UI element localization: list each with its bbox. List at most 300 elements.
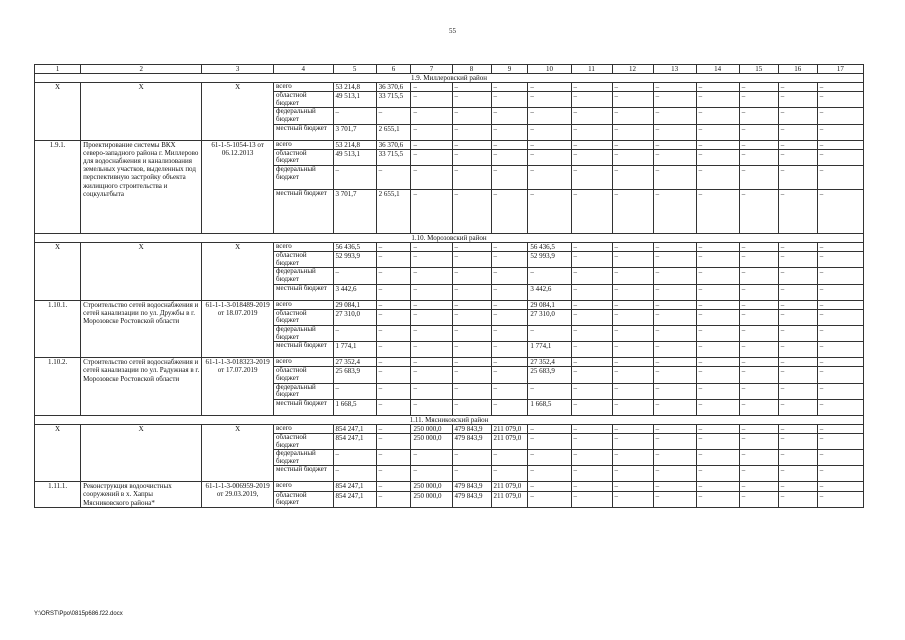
amount-cell: – — [571, 342, 612, 358]
amount-cell: – — [491, 325, 528, 341]
amount-cell: – — [411, 124, 452, 140]
amount-cell: – — [778, 309, 817, 325]
amount-cell: – — [411, 92, 452, 108]
amount-cell: – — [452, 165, 491, 189]
amount-cell: – — [411, 268, 452, 284]
amount-cell: – — [333, 108, 376, 124]
amount-cell: – — [653, 108, 696, 124]
summary-name: Х — [81, 242, 202, 300]
amount-cell: – — [411, 450, 452, 466]
amount-cell: – — [696, 424, 739, 433]
column-number: 15 — [739, 65, 778, 74]
amount-cell: – — [452, 252, 491, 268]
amount-cell: – — [739, 491, 778, 507]
amount-cell: – — [817, 367, 863, 383]
amount-cell: – — [452, 358, 491, 367]
amount-cell: – — [452, 268, 491, 284]
amount-cell: 56 436,5 — [333, 242, 376, 251]
amount-cell: – — [653, 482, 696, 491]
amount-cell: – — [653, 367, 696, 383]
amount-cell: – — [528, 466, 571, 482]
amount-cell: – — [411, 108, 452, 124]
amount-cell: – — [491, 108, 528, 124]
amount-cell: – — [376, 242, 411, 251]
amount-cell: – — [778, 450, 817, 466]
amount-cell: 49 513,1 — [333, 92, 376, 108]
amount-cell: – — [696, 92, 739, 108]
item-document: 61-1-1-3-006959-2019 от 29.03.2019, — [202, 482, 274, 508]
item-number: 1.9.1. — [35, 140, 81, 233]
amount-cell: – — [452, 383, 491, 399]
amount-cell: – — [817, 252, 863, 268]
district-title: 1.9. Миллеровский район — [35, 74, 864, 83]
amount-cell: – — [571, 124, 612, 140]
amount-cell: – — [452, 450, 491, 466]
amount-cell: – — [739, 165, 778, 189]
table-row — [35, 140, 864, 149]
funding-source: федеральный бюджет — [274, 108, 334, 124]
funding-source: областной бюджет — [274, 149, 334, 165]
amount-cell: – — [778, 124, 817, 140]
amount-cell: – — [612, 482, 653, 491]
amount-cell: 25 683,9 — [528, 367, 571, 383]
amount-cell: – — [653, 252, 696, 268]
amount-cell: – — [696, 466, 739, 482]
amount-cell: – — [491, 92, 528, 108]
amount-cell: – — [376, 482, 411, 491]
amount-cell: – — [696, 83, 739, 92]
amount-cell: – — [452, 342, 491, 358]
amount-cell: – — [411, 252, 452, 268]
amount-cell: – — [571, 309, 612, 325]
amount-cell: – — [376, 342, 411, 358]
amount-cell: – — [376, 383, 411, 399]
amount-cell: 1 774,1 — [333, 342, 376, 358]
amount-cell: – — [376, 268, 411, 284]
amount-cell: – — [528, 92, 571, 108]
amount-cell: – — [612, 450, 653, 466]
program-table — [34, 64, 864, 508]
amount-cell: – — [452, 83, 491, 92]
summary-num: Х — [35, 242, 81, 300]
amount-cell: – — [696, 433, 739, 449]
amount-cell: – — [739, 358, 778, 367]
amount-cell: 250 000,0 — [411, 424, 452, 433]
amount-cell: – — [778, 383, 817, 399]
amount-cell: – — [612, 399, 653, 415]
amount-cell: 479 843,9 — [452, 491, 491, 507]
amount-cell: – — [612, 342, 653, 358]
item-number: 1.10.2. — [35, 358, 81, 416]
funding-source: федеральный бюджет — [274, 165, 334, 189]
amount-cell: 33 715,5 — [376, 149, 411, 165]
amount-cell: – — [411, 399, 452, 415]
amount-cell: – — [411, 383, 452, 399]
amount-cell: – — [612, 358, 653, 367]
amount-cell: – — [696, 284, 739, 300]
funding-source: всего — [274, 482, 334, 491]
amount-cell: – — [696, 342, 739, 358]
amount-cell: – — [491, 140, 528, 149]
amount-cell: – — [491, 189, 528, 233]
amount-cell: – — [571, 149, 612, 165]
amount-cell: – — [452, 300, 491, 309]
summary-num: Х — [35, 83, 81, 141]
amount-cell: – — [739, 242, 778, 251]
amount-cell: – — [817, 309, 863, 325]
amount-cell: – — [817, 83, 863, 92]
amount-cell: – — [491, 300, 528, 309]
amount-cell: – — [817, 424, 863, 433]
funding-source: федеральный бюджет — [274, 268, 334, 284]
amount-cell: 27 352,4 — [333, 358, 376, 367]
amount-cell: – — [778, 358, 817, 367]
amount-cell: – — [778, 433, 817, 449]
amount-cell: – — [571, 358, 612, 367]
column-number: 13 — [653, 65, 696, 74]
amount-cell: – — [571, 383, 612, 399]
amount-cell: – — [778, 482, 817, 491]
amount-cell: – — [817, 482, 863, 491]
column-number: 16 — [778, 65, 817, 74]
amount-cell: – — [411, 83, 452, 92]
amount-cell: – — [452, 124, 491, 140]
amount-cell: 2 655,1 — [376, 124, 411, 140]
amount-cell: – — [739, 342, 778, 358]
amount-cell: – — [653, 491, 696, 507]
amount-cell: – — [778, 149, 817, 165]
amount-cell: – — [739, 300, 778, 309]
amount-cell: – — [612, 367, 653, 383]
amount-cell: – — [739, 252, 778, 268]
amount-cell: – — [411, 367, 452, 383]
amount-cell: – — [528, 124, 571, 140]
funding-source: местный бюджет — [274, 466, 334, 482]
amount-cell: 29 084,1 — [333, 300, 376, 309]
amount-cell: – — [376, 108, 411, 124]
amount-cell: – — [333, 466, 376, 482]
amount-cell: – — [491, 149, 528, 165]
funding-source: местный бюджет — [274, 342, 334, 358]
amount-cell: – — [491, 124, 528, 140]
amount-cell: – — [571, 242, 612, 251]
amount-cell: – — [696, 383, 739, 399]
amount-cell: – — [696, 491, 739, 507]
amount-cell: – — [528, 325, 571, 341]
amount-cell: – — [778, 242, 817, 251]
amount-cell: – — [528, 482, 571, 491]
amount-cell: – — [411, 325, 452, 341]
amount-cell: – — [739, 149, 778, 165]
amount-cell: – — [612, 242, 653, 251]
amount-cell: – — [528, 140, 571, 149]
amount-cell: – — [376, 367, 411, 383]
amount-cell: – — [452, 399, 491, 415]
amount-cell: – — [612, 83, 653, 92]
amount-cell: – — [653, 325, 696, 341]
amount-cell: – — [612, 466, 653, 482]
amount-cell: – — [452, 309, 491, 325]
amount-cell: – — [571, 424, 612, 433]
amount-cell: – — [376, 433, 411, 449]
amount-cell: – — [817, 124, 863, 140]
amount-cell: – — [817, 284, 863, 300]
amount-cell: – — [696, 450, 739, 466]
column-number: 3 — [202, 65, 274, 74]
amount-cell: 27 310,0 — [333, 309, 376, 325]
amount-cell: – — [653, 92, 696, 108]
amount-cell: – — [778, 268, 817, 284]
funding-source: федеральный бюджет — [274, 450, 334, 466]
amount-cell: – — [739, 325, 778, 341]
funding-source: областной бюджет — [274, 309, 334, 325]
amount-cell: – — [528, 108, 571, 124]
amount-cell: – — [612, 383, 653, 399]
column-number: 6 — [376, 65, 411, 74]
amount-cell: – — [653, 383, 696, 399]
amount-cell: – — [739, 399, 778, 415]
amount-cell: – — [739, 482, 778, 491]
amount-cell: – — [376, 466, 411, 482]
amount-cell: – — [571, 165, 612, 189]
amount-cell: – — [778, 108, 817, 124]
amount-cell: 3 442,6 — [528, 284, 571, 300]
amount-cell: – — [739, 383, 778, 399]
amount-cell: – — [612, 284, 653, 300]
amount-cell: 33 715,5 — [376, 92, 411, 108]
amount-cell: – — [491, 284, 528, 300]
amount-cell: – — [571, 189, 612, 233]
amount-cell: – — [452, 325, 491, 341]
amount-cell: – — [778, 165, 817, 189]
amount-cell: – — [817, 108, 863, 124]
amount-cell: – — [696, 367, 739, 383]
amount-cell: – — [696, 140, 739, 149]
amount-cell: – — [696, 149, 739, 165]
amount-cell: – — [653, 450, 696, 466]
amount-cell: – — [739, 466, 778, 482]
amount-cell: – — [571, 450, 612, 466]
amount-cell: – — [817, 358, 863, 367]
table-row — [35, 424, 864, 433]
amount-cell: – — [653, 358, 696, 367]
amount-cell: – — [612, 424, 653, 433]
amount-cell: – — [528, 450, 571, 466]
amount-cell: – — [778, 367, 817, 383]
summary-doc: Х — [202, 242, 274, 300]
amount-cell: 854 247,1 — [333, 424, 376, 433]
amount-cell: – — [571, 466, 612, 482]
table-row — [35, 83, 864, 92]
amount-cell: 211 079,0 — [491, 424, 528, 433]
amount-cell: – — [528, 165, 571, 189]
amount-cell: – — [612, 300, 653, 309]
amount-cell: – — [376, 284, 411, 300]
column-numbers-row — [35, 65, 864, 74]
amount-cell: – — [778, 342, 817, 358]
amount-cell: – — [696, 242, 739, 251]
amount-cell: – — [452, 367, 491, 383]
amount-cell: – — [817, 165, 863, 189]
amount-cell: 250 000,0 — [411, 482, 452, 491]
column-number: 7 — [411, 65, 452, 74]
amount-cell: – — [612, 108, 653, 124]
amount-cell: – — [612, 149, 653, 165]
item-number: 1.10.1. — [35, 300, 81, 358]
amount-cell: – — [739, 424, 778, 433]
amount-cell: – — [817, 149, 863, 165]
amount-cell: – — [696, 165, 739, 189]
amount-cell: – — [452, 242, 491, 251]
amount-cell: – — [376, 252, 411, 268]
amount-cell: – — [571, 399, 612, 415]
amount-cell: – — [612, 92, 653, 108]
amount-cell: 479 843,9 — [452, 433, 491, 449]
amount-cell: – — [739, 284, 778, 300]
amount-cell: – — [817, 491, 863, 507]
column-number: 10 — [528, 65, 571, 74]
amount-cell: – — [571, 325, 612, 341]
amount-cell: 36 370,6 — [376, 83, 411, 92]
amount-cell: – — [528, 149, 571, 165]
amount-cell: – — [739, 108, 778, 124]
amount-cell: – — [376, 309, 411, 325]
amount-cell: – — [612, 309, 653, 325]
amount-cell: – — [571, 300, 612, 309]
amount-cell: – — [696, 268, 739, 284]
amount-cell: – — [653, 189, 696, 233]
amount-cell: – — [739, 450, 778, 466]
column-number: 17 — [817, 65, 863, 74]
amount-cell: – — [653, 83, 696, 92]
amount-cell: – — [452, 466, 491, 482]
amount-cell: – — [696, 189, 739, 233]
funding-source: всего — [274, 242, 334, 251]
amount-cell: – — [491, 383, 528, 399]
district-title: 1.10. Морозовский район — [35, 233, 864, 242]
district-section-row — [35, 74, 864, 83]
funding-source: местный бюджет — [274, 399, 334, 415]
funding-source: областной бюджет — [274, 433, 334, 449]
summary-num: Х — [35, 424, 81, 482]
amount-cell: – — [491, 342, 528, 358]
funding-source: областной бюджет — [274, 491, 334, 507]
amount-cell: – — [376, 399, 411, 415]
amount-cell: – — [528, 268, 571, 284]
amount-cell: 479 843,9 — [452, 482, 491, 491]
funding-source: всего — [274, 424, 334, 433]
amount-cell: – — [411, 242, 452, 251]
summary-name: Х — [81, 83, 202, 141]
amount-cell: – — [817, 242, 863, 251]
funding-source: всего — [274, 83, 334, 92]
amount-cell: – — [571, 482, 612, 491]
funding-source: областной бюджет — [274, 252, 334, 268]
amount-cell: – — [571, 140, 612, 149]
amount-cell: – — [817, 268, 863, 284]
table-row — [35, 482, 864, 491]
amount-cell: – — [739, 268, 778, 284]
funding-source: всего — [274, 140, 334, 149]
column-number: 2 — [81, 65, 202, 74]
table-row — [35, 300, 864, 309]
amount-cell: – — [528, 189, 571, 233]
amount-cell: – — [612, 325, 653, 341]
funding-source: всего — [274, 300, 334, 309]
amount-cell: – — [376, 325, 411, 341]
amount-cell: – — [571, 433, 612, 449]
amount-cell: – — [571, 491, 612, 507]
amount-cell: – — [376, 358, 411, 367]
amount-cell: – — [376, 300, 411, 309]
amount-cell: – — [778, 92, 817, 108]
amount-cell: – — [653, 284, 696, 300]
amount-cell: – — [612, 140, 653, 149]
amount-cell: – — [696, 108, 739, 124]
amount-cell: – — [612, 491, 653, 507]
amount-cell: – — [333, 268, 376, 284]
page-number: 55 — [449, 27, 456, 35]
item-number: 1.11.1. — [35, 482, 81, 508]
amount-cell: – — [452, 284, 491, 300]
item-document: 61-1-1-3-018323-2019 от 17.07.2019 — [202, 358, 274, 416]
amount-cell: 53 214,8 — [333, 83, 376, 92]
amount-cell: 27 352,4 — [528, 358, 571, 367]
amount-cell: – — [778, 189, 817, 233]
amount-cell: – — [612, 268, 653, 284]
column-number: 11 — [571, 65, 612, 74]
amount-cell: – — [739, 140, 778, 149]
amount-cell: – — [333, 450, 376, 466]
amount-cell: – — [817, 342, 863, 358]
amount-cell: – — [411, 284, 452, 300]
amount-cell: – — [612, 124, 653, 140]
amount-cell: – — [817, 92, 863, 108]
amount-cell: – — [411, 189, 452, 233]
amount-cell: – — [491, 252, 528, 268]
amount-cell: – — [778, 325, 817, 341]
amount-cell: 29 084,1 — [528, 300, 571, 309]
amount-cell: – — [778, 399, 817, 415]
funding-source: местный бюджет — [274, 284, 334, 300]
amount-cell: 1 774,1 — [528, 342, 571, 358]
amount-cell: – — [817, 189, 863, 233]
district-section-row — [35, 233, 864, 242]
amount-cell: – — [696, 124, 739, 140]
amount-cell: – — [333, 325, 376, 341]
amount-cell: – — [653, 300, 696, 309]
amount-cell: – — [778, 466, 817, 482]
amount-cell: – — [653, 309, 696, 325]
amount-cell: 3 442,6 — [333, 284, 376, 300]
column-number: 5 — [333, 65, 376, 74]
amount-cell: – — [376, 491, 411, 507]
amount-cell: – — [333, 383, 376, 399]
amount-cell: – — [376, 165, 411, 189]
item-name: Реконструкция водоочистных сооружений в х. Хапры Мясниковского района* — [81, 482, 202, 508]
amount-cell: – — [571, 284, 612, 300]
amount-cell: – — [696, 252, 739, 268]
amount-cell: – — [411, 358, 452, 367]
amount-cell: – — [817, 140, 863, 149]
amount-cell: 854 247,1 — [333, 491, 376, 507]
file-path-footer: Y:\ORST\Ppo\0815p686.f22.docx — [34, 611, 123, 617]
amount-cell: – — [491, 268, 528, 284]
amount-cell: – — [528, 83, 571, 92]
amount-cell: 479 843,9 — [452, 424, 491, 433]
column-number: 8 — [452, 65, 491, 74]
column-number: 9 — [491, 65, 528, 74]
